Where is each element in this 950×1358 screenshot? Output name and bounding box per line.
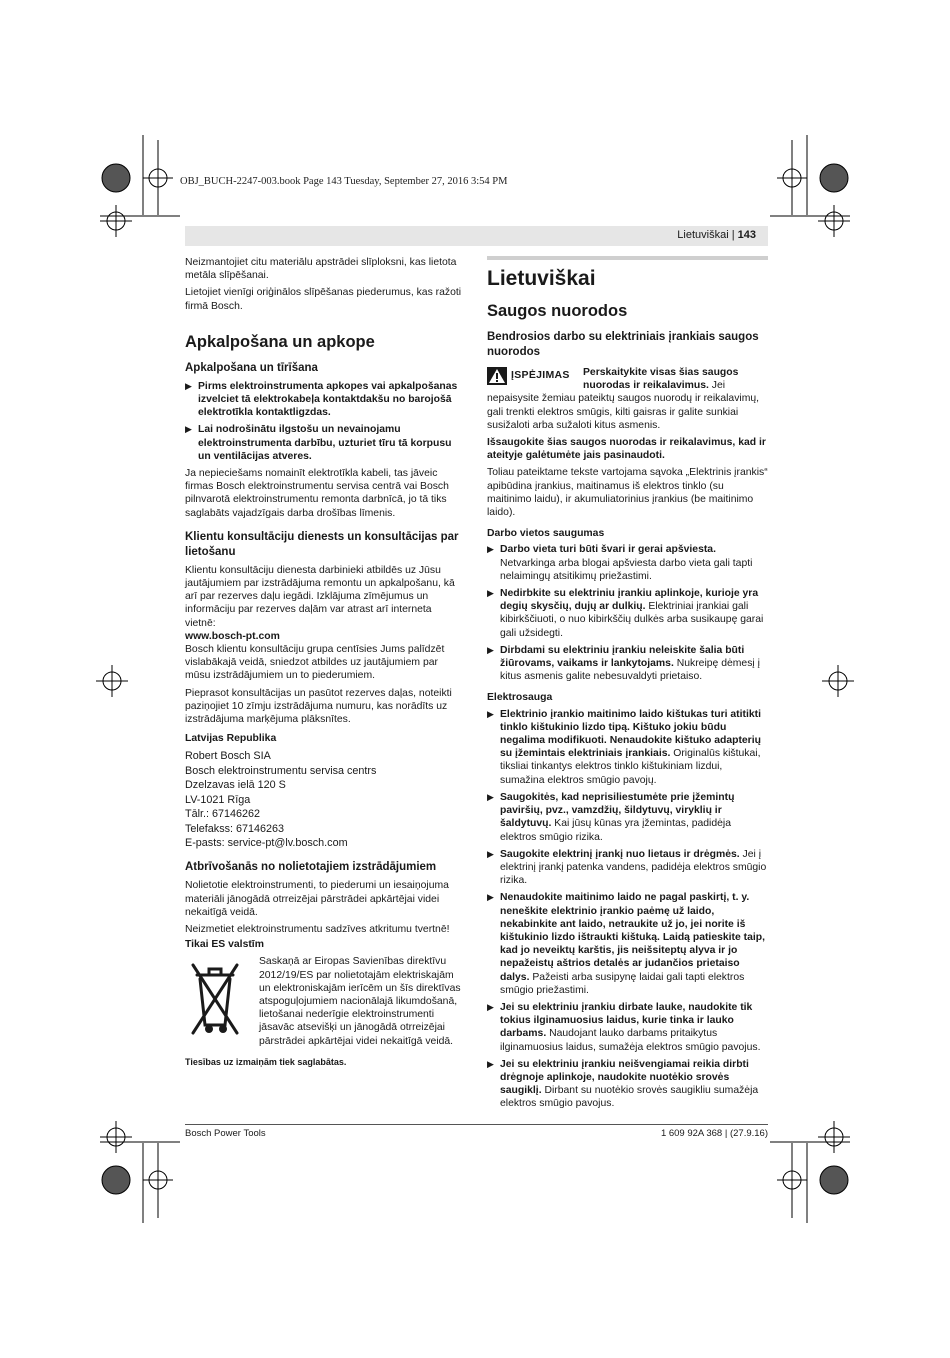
subsection-heading: Darbo vietos saugumas xyxy=(487,528,605,540)
list-item-text xyxy=(500,543,768,583)
paragraph: Neizmantojiet citu materiālu apstrādei slīploksni, kas lietota metāla slīpēšanai. xyxy=(185,257,457,282)
weee-section xyxy=(185,955,463,1051)
normal-text: Dirbant su nuotėkio srovės saugikliu sumažėja elektros smūgio pavojus. xyxy=(500,1085,759,1110)
page-header xyxy=(185,226,768,246)
subsection-heading: Apkalpošana un tīrīšana xyxy=(185,361,318,374)
paragraph: Lietojiet vienīgi oriģinālos slīpēšanas piederumus, kas ražoti firmā Bosch. xyxy=(185,287,462,312)
website-link[interactable]: www.bosch-pt.com xyxy=(185,630,280,642)
list-item xyxy=(487,791,768,844)
list-item-text xyxy=(500,791,768,844)
section-heading: Apkalpošana un apkope xyxy=(185,332,375,351)
list-item-text: Lai nodrošinātu ilgstošu un nevainojamu elektroinstrumenta darbību, uzturiet tīru tā korpusu un ventilācijas atveres. xyxy=(198,424,452,462)
list-item-text: Pirms elektroinstrumenta apkopes vai apkalpošanas izvelciet tā elektrokabeļa kontaktdakšu no barojošā elektrotīkla kontaktligzdas. xyxy=(198,380,458,419)
normal-text: Netvarkinga arba blogai apšviesta darbo vieta gali tapti nelaimingų atsitikimų priežastimi. xyxy=(500,557,753,582)
normal-text: Nukreipę dėmesį į kitus asmenis galite nebesuvaldyti prietaiso. xyxy=(500,658,760,683)
address-line: Bosch elektroinstrumentu servisa centrs xyxy=(185,764,377,777)
bold-text: Perskaitykite visas šias saugos nuorodas ir reikalavimus. xyxy=(583,367,739,392)
page-number: 143 xyxy=(737,229,756,241)
list-item-text xyxy=(500,1058,768,1111)
bold-text: Saugokite elektrinį įrankį nuo lietaus ir drėgmės. xyxy=(500,848,740,860)
bold-text: Dirbdami su elektriniu įrankiu neleiskite šalia būti žiūrovams, vaikams ir lankytojams. xyxy=(500,644,745,670)
list-item xyxy=(487,848,768,888)
warning-block xyxy=(487,366,768,436)
paragraph-text: Jei nepaisysite žemiau pateiktų saugos nuorodų ir reikalavimų, gali trenkti elektros smūgis, kilti gaisras ir galite sunkiai susižaloti arba sužaloti kitus asmenis. xyxy=(487,380,760,431)
list-item xyxy=(487,708,768,787)
bold-text: Jei su elektriniu įrankiu neišvengiamai reikia dirbti drėgnoje aplinkoje, naudokite nuotėkio srovės saugiklį. xyxy=(500,1058,749,1097)
address-line: Telefakss: 67146263 xyxy=(185,822,285,835)
paragraph: Ja nepieciešams nomainīt elektrotīkla kabeli, tas jāveic firmas Bosch elektroinstrumentu servisa centrā vai Bosch pilnvarotā elektroinstrumentu remonta darbnīcā, jo tā tiks saglabāts vajadzīgais darba drošības līmenis. xyxy=(185,468,449,519)
disclaimer: Tiesības uz izmaiņām tiek saglabātas. xyxy=(185,1056,347,1067)
bold-text: Nedirbkite su elektriniu įrankiu aplinkoje, kurioje yra degių skysčių, dujų ar dulkių. xyxy=(500,588,759,613)
address-heading: Latvijas Republika xyxy=(185,733,277,745)
bold-text: Jei su elektriniu įrankiu dirbate lauke, naudokite tik tokius ilginamuosius laidus, kurie tinka ir lauko darbams. xyxy=(500,1001,753,1040)
arrow-bullet-icon: ▶ xyxy=(487,588,494,599)
address-line: E-pasts: service-pt@lv.bosch.com xyxy=(185,836,348,849)
paragraph xyxy=(185,564,463,630)
left-column xyxy=(185,256,463,1073)
arrow-bullet-icon: ▶ xyxy=(487,848,494,859)
paragraph: Toliau pateiktame tekste vartojama sąvoka „Elektrinis įrankis“ apibūdina įrankius, maitinamus iš elektros tinklo (su maitinimo laidu), ir akumuliatorinius įrankius (be maitinimo laido). xyxy=(487,467,768,519)
address-block xyxy=(185,749,463,850)
arrow-bullet-icon: ▶ xyxy=(487,791,494,802)
list-item xyxy=(487,1058,768,1111)
warning-triangle-icon xyxy=(487,367,507,385)
address-line: Dzelzavas ielā 120 S xyxy=(185,779,286,792)
list-item xyxy=(487,644,768,684)
bold-text: Saugokitės, kad neprisiliestumėte prie įžemintų paviršių, pvz., vamzdžių, šildytuvų, viryklių ir šaldytuvų. xyxy=(500,791,735,830)
normal-text: Kai jūsų kūnas yra įžemintas, padidėja elektros smūgio rizika. xyxy=(500,818,732,843)
section-heading: Saugos nuorodos xyxy=(487,302,628,320)
footer-publisher: Bosch Power Tools xyxy=(185,1128,266,1139)
paragraph: Išsaugokite šias saugos nuorodas ir reikalavimus, kad ir ateityje galėtumėte jais pasinaudoti. xyxy=(487,437,766,462)
normal-text: Originalūs kištukai, tiksliai tinkantys elektros tinklo kištukiniam lizdui, sumažina elektros smūgio pavojų. xyxy=(500,748,761,786)
arrow-bullet-icon: ▶ xyxy=(487,544,494,555)
address-line: Robert Bosch SIA xyxy=(185,750,271,763)
bold-text: Elektrinio įrankio maitinimo laido kištukas turi atitikti tinklo kištukinio lizdo tipą. Kištuko jokiu būdu negalima modifikuoti. Nenaudokite kištuko adapterių su įžemintais elektriniais įrankiais. xyxy=(500,708,761,760)
warning-label xyxy=(487,366,577,386)
paragraph-text: Klientu konsultāciju dienesta darbinieki atbildēs uz Jūsu jautājumiem par izstrādājuma remontu un apkalpošanu, kā arī par rezerves daļu iegādi. Izklājuma zīmējumus un informāciju par rezerves daļām var atrast arī interneta vietnē: xyxy=(185,564,455,629)
normal-text: Elektriniai įrankiai gali kibirkščiuoti, o nuo kibirkščių dulkės arba susikaupę garai gali užsidegti. xyxy=(500,601,764,639)
bold-text: Darbo vieta turi būti švari ir gerai apšviesta. xyxy=(500,544,716,556)
paragraph: Nolietotie elektroinstrumenti, to piederumi un iesaiņojuma materiāli jānogādā otrreizējai pārstrādei apkārtējai videi nekaitīgā veidā. xyxy=(185,880,449,918)
address-line: LV-1021 Rīga xyxy=(185,793,251,806)
eu-heading: Tikai ES valstīm xyxy=(185,939,264,951)
print-slug: OBJ_BUCH-2247-003.book Page 143 Tuesday, September 27, 2016 3:54 PM xyxy=(180,176,508,187)
arrow-bullet-icon: ▶ xyxy=(487,1001,494,1012)
arrow-bullet-icon: ▶ xyxy=(185,424,192,435)
subsection-heading: Bendrosios darbo su elektriniais įrankiais saugos nuorodos xyxy=(487,331,759,358)
list-item xyxy=(185,380,463,420)
list-item xyxy=(487,543,768,583)
list-item-text xyxy=(500,644,768,684)
bold-text: Nenaudokite maitinimo laido ne pagal paskirtį, t. y. neneškite elektrinio įrankio paėmę už laido, nekabinkite ant laido, netraukite už jo, jei norite iš kištukinio lizdo ištraukti kištuką. Laidą patieskite taip, kad jo neveiktų karštis, jis neišsiteptų alyva ir jo nepažeistų aštrios detalės ar judančios prietaiso dalys. xyxy=(500,892,766,983)
subsection-heading: Klientu konsultāciju dienests un konsultācijas par lietošanu xyxy=(185,530,459,558)
language-rule xyxy=(487,256,768,260)
crossed-bin-icon xyxy=(185,957,245,1041)
list-item xyxy=(185,423,463,463)
language-heading: Lietuviškai xyxy=(487,267,596,290)
list-item-text xyxy=(500,587,768,640)
arrow-bullet-icon: ▶ xyxy=(487,708,494,719)
list-item-text xyxy=(500,708,768,787)
subsection-heading: Elektrosauga xyxy=(487,692,553,704)
paragraph: Pieprasot konsultācijas un pasūtot rezerves daļas, noteikti paziņojiet 10 zīmju izstrādājuma numuru, kas norādīts uz izstrādājuma marķējuma plāksnītes. xyxy=(185,687,452,726)
normal-text: Pažeisti arba susipynę laidai gali tapti elektros smūgio priežastimi. xyxy=(500,971,745,996)
arrow-bullet-icon: ▶ xyxy=(487,644,494,655)
footer-doc-number: 1 609 92A 368 | (27.9.16) xyxy=(660,1128,768,1139)
paragraph: Saskaņā ar Eiropas Savienības direktīvu 2012/19/ES par nolietotajām elektriskajām un elektroniskajām ierīcēm un šīs direktīvas atspoguļojumiem nacionālajā likumdošanā, lietošanai nederīgie elektroinstrumenti jāsavāc atsevišķi un jānogādā otrreizējai pārstrādei apkārtējai videi nekaitīgā veidā. xyxy=(259,956,461,1047)
list-item xyxy=(487,587,768,640)
header-text: Lietuviškai | 143 xyxy=(677,229,756,241)
list-item-text xyxy=(500,891,768,997)
list-item xyxy=(487,891,768,997)
right-column xyxy=(487,256,768,1115)
warning-text: ĮSPĖJIMAS xyxy=(511,369,570,382)
normal-text: Jei į elektrinį įrankį patenka vandens, padidėja elektros smūgio rizika. xyxy=(500,848,767,887)
address-line: Tālr.: 67146262 xyxy=(185,808,261,821)
arrow-bullet-icon: ▶ xyxy=(185,380,192,391)
normal-text: Naudojant lauko darbams pritaikytus ilginamuosius laidus, sumažėja elektros smūgio pavojus. xyxy=(500,1028,761,1053)
header-language: Lietuviškai xyxy=(677,229,729,241)
arrow-bullet-icon: ▶ xyxy=(487,1058,494,1069)
list-item xyxy=(487,1001,768,1054)
list-item-text xyxy=(500,848,768,888)
footer-rule xyxy=(185,1124,768,1125)
paragraph: Neizmetiet elektroinstrumentu sadzīves atkritumu tvertnē! xyxy=(185,923,450,935)
paragraph: Bosch klientu konsultāciju grupa centīsies Jums palīdzēt vislabākajā veidā, sniedzot atbildes uz jautājumiem par mūsu izstrādājumiem un to piederumiem. xyxy=(185,644,445,682)
arrow-bullet-icon: ▶ xyxy=(487,892,494,903)
list-item-text xyxy=(500,1001,768,1054)
subsection-heading: Atbrīvošanās no nolietotajiem izstrādājumiem xyxy=(185,861,437,874)
